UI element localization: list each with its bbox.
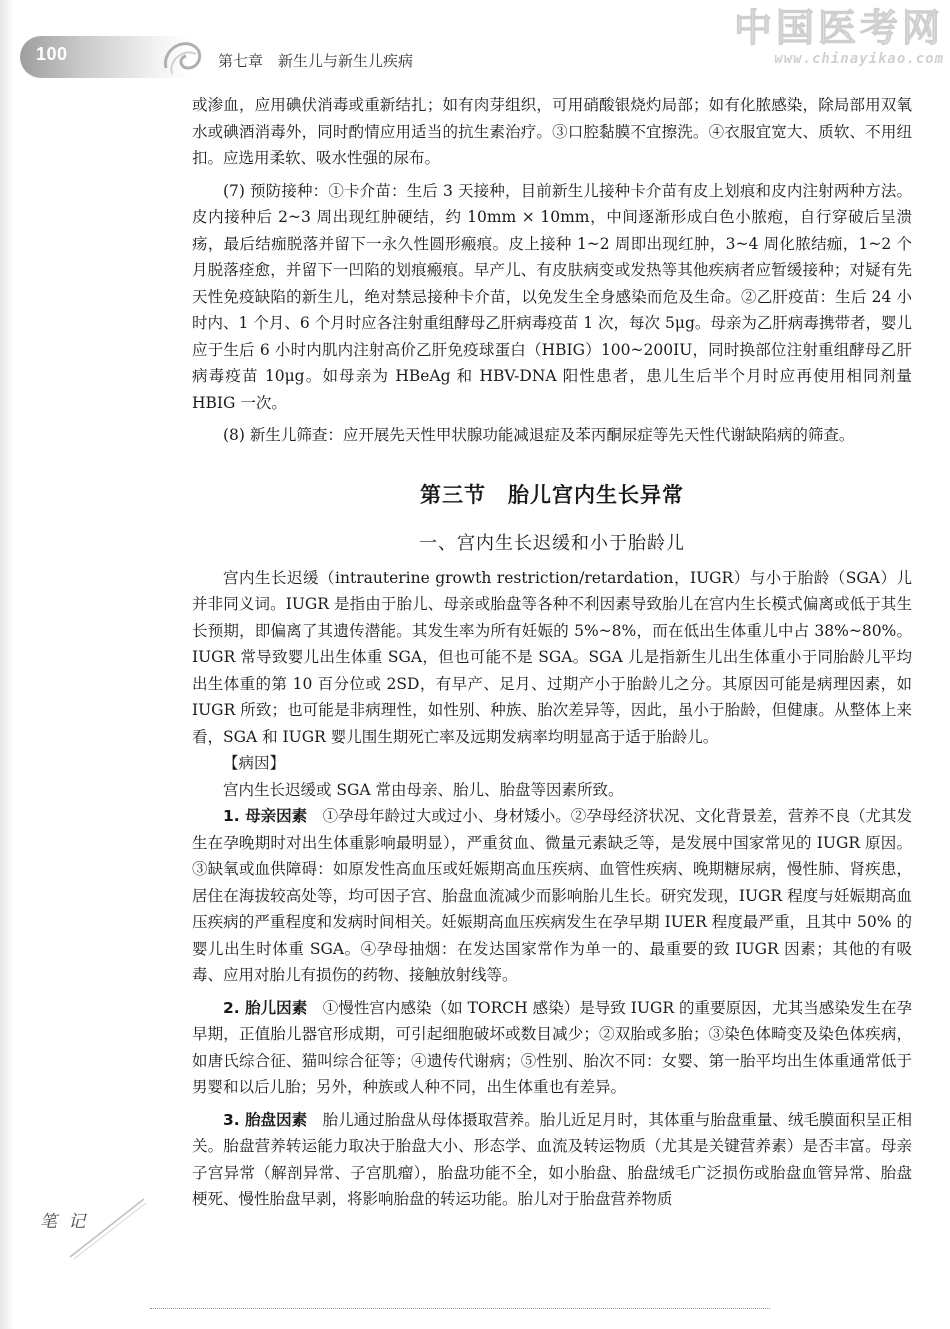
- chapter-title: 第七章 新生儿与新生儿疾病: [218, 52, 414, 70]
- section-title: 第三节 胎儿宫内生长异常: [420, 482, 684, 507]
- watermark: [704, 6, 944, 76]
- factor-label: 1. 母亲因素: [223, 807, 308, 825]
- factor-label: 2. 胎儿因素: [223, 998, 308, 1017]
- factor-text: ①慢性宫内感染（如 TORCH 感染）是导致 IUGR 的重要原因，尤其当感染发生在孕早期，正值胎儿器官形成期，可引起细胞破坏或数目减少；②双胎或多胎；③染色体畸变及染色体疾病，如唐氏综合征、猫叫综合征等；④遗传代谢病；⑤性别、胎次不同：女婴、第一胎平均出生体重通常低于男婴和以后儿胎；另外，种族或人种不同，出生体重也有差异。: [192, 998, 912, 1096]
- factor-text: ①孕母年龄过大或过小、身材矮小。②孕母经济状况、文化背景差，营养不良（尤其发生在孕晚期时对出生体重影响最明显），严重贫血、微量元素缺乏等，是发展中国家常见的 IUGR 原因。③缺氧或血供障碍：如原发性高血压或妊娠期高血压疾病、血管性疾病、晚期糖尿病，慢性肺、肾疾患，居住在海拔较高处等，均可因子宫、胎盘血流减少而影响胎儿生长。研究发现，IUGR 程度与妊娠期高血压疾病的严重程度和发病时间相关。妊娠期高血压疾病发生在孕早期 IUER 程度最严重，且其中 50% 的婴儿出生时体重 SGA。④孕母抽烟：在发达国家常作为单一的、最重要的致 IUGR 因素；其他的有吸毒、应用对胎儿有损伤的药物、接触放射线等。: [192, 807, 912, 984]
- factor-text: 胎儿通过胎盘从母体摄取营养。胎儿近足月时，其体重与胎盘重量、绒毛膜面积呈正相关。胎盘营养转运能力取决于胎盘大小、形态学、血流及转运物质（尤其是关键营养素）是否丰富。母亲子宫异常（解剖异常、子宫肌瘤），胎盘功能不全，如小胎盘、胎盘绒毛广泛损伤或胎盘血管异常、胎盘梗死、慢性胎盘早剥，将影响胎盘的转运功能。胎儿对于胎盘营养物质: [192, 1110, 912, 1208]
- margin-notes: [40, 1195, 150, 1269]
- factor-maternal: [192, 803, 912, 989]
- etiology-heading: 【病因】: [223, 754, 286, 772]
- factor-placental: [192, 1107, 912, 1213]
- page-number: 100: [36, 44, 68, 64]
- page-header: [0, 0, 950, 92]
- body-text: [192, 92, 912, 1213]
- factor-fetal: [192, 995, 912, 1101]
- factor-label: 3. 胎盘因素: [223, 1110, 308, 1129]
- etiology-intro: 宫内生长迟缓或 SGA 常由母亲、胎儿、胎盘等因素所致。: [223, 780, 624, 799]
- subsection-title: 一、宫内生长迟缓和小于胎龄儿: [419, 532, 685, 554]
- notes-label: 笔 记: [40, 1212, 89, 1232]
- swirl-icon: [160, 34, 208, 80]
- watermark-chinese: 中国医考网: [733, 6, 944, 50]
- paragraph-intro: 宫内生长迟缓（intrauterine growth restriction/retardation，IUGR）与小于胎龄（SGA）儿并非同义词。IUGR 是指由于胎儿、母亲或胎盘等各种不利因素导致胎儿在宫内生长模式偏离或低于其生长预期，即偏离了其遗传潜能。其发生率为所有妊娠的 5%~8%，而在低出生体重儿中占 38%~80%。IUGR 常导致婴儿出生体重 SGA，但也可能不是 SGA。SGA 儿是指新生儿出生体重小于同胎龄儿平均出生体重的第 10 百分位或 2SD，有早产、足月、过期产小于胎龄儿之分。其原因可能是病理因素，如 IUGR 所致；也可能是非病理性，如性别、种族、胎次差异等，因此，虽小于胎龄，但健康。从整体上来看，SGA 和 IUGR 婴儿围生期死亡率及远期发病率均明显高于适于胎龄儿。: [192, 568, 912, 746]
- page-edge-shadow: [0, 0, 14, 1329]
- paragraph-screening: (8) 新生儿筛查：应开展先天性甲状腺功能减退症及苯丙酮尿症等先天性代谢缺陷病的筛查。: [223, 426, 855, 444]
- paragraph-continuation: 或渗血，应用碘伏消毒或重新结扎；如有肉芽组织，可用硝酸银烧灼局部；如有化脓感染，除局部用双氧水或碘酒消毒外，同时酌情应用适当的抗生素治疗。③口腔黏膜不宜擦洗。④衣服宜宽大、质软、不用纽扣。应选用柔软、吸水性强的尿布。: [192, 96, 912, 167]
- watermark-url: www.chinayikao.com: [774, 51, 944, 67]
- paragraph-vaccination: (7) 预防接种：①卡介苗：生后 3 天接种，目前新生儿接种卡介苗有皮上划痕和皮内注射两种方法。皮内接种后 2~3 周出现红肿硬结，约 10mm × 10mm，中间逐渐形成白色小脓疱，自行穿破后呈溃疡，最后结痂脱落并留下一永久性圆形瘢痕。皮上接种 1~2 周即出现红肿，3~4 周化脓结痂，1~2 个月脱落痊愈，并留下一凹陷的划痕瘢痕。早产儿、有皮肤病变或发热等其他疾病者应暂缓接种；对疑有先天性免疫缺陷的新生儿，绝对禁忌接种卡介苗，以免发生全身感染而危及生命。②乙肝疫苗：生后 24 小时内、1 个月、6 个月时应各注射重组酵母乙肝病毒疫苗 1 次，每次 5μg。母亲为乙肝病毒携带者，婴儿应于生后 6 小时内肌内注射高价乙肝免疫球蛋白（HBIG）100~200IU，同时换部位注射重组酵母乙肝病毒疫苗 10μg。如母亲为 HBeAg 和 HBV-DNA 阳性患者，患儿生后半个月时应再使用相同剂量 HBIG 一次。: [192, 181, 912, 412]
- footer-divider: [150, 1308, 770, 1309]
